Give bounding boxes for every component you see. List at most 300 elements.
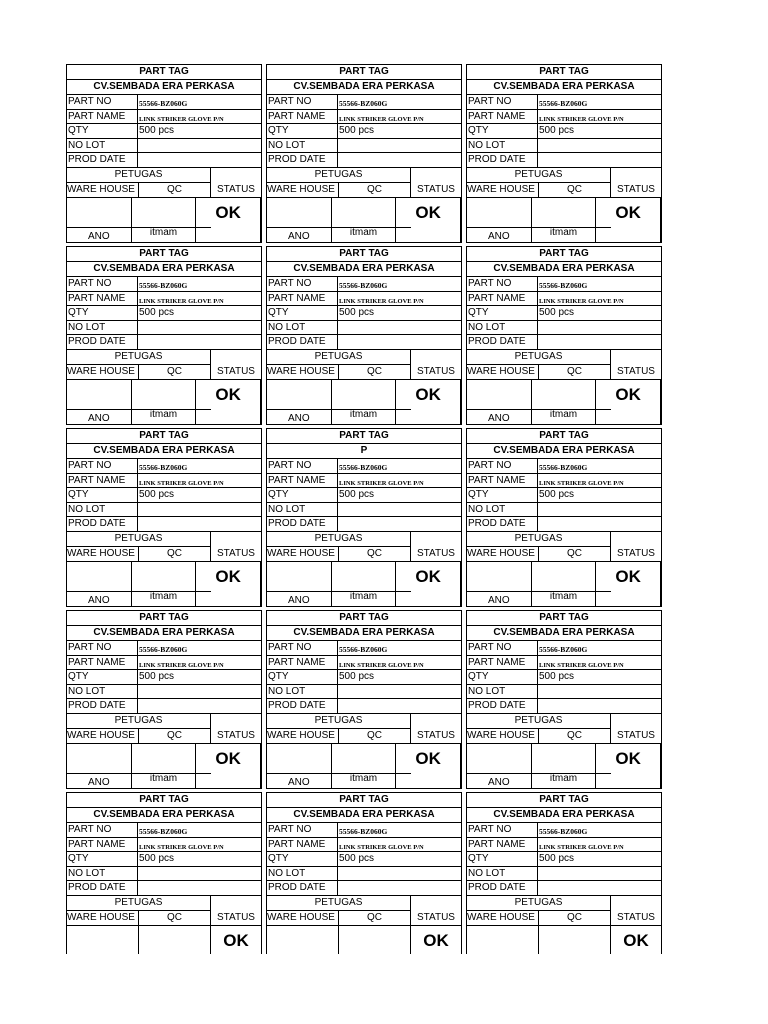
qty-row <box>67 488 261 503</box>
part-name-label: PART NAME <box>267 110 338 123</box>
part-no-value: 55566-BZ060G <box>139 281 188 290</box>
company-name: P <box>360 445 368 456</box>
part-no-value: 55566-BZ060G <box>539 645 588 654</box>
company-row <box>67 626 261 641</box>
part-name-value: LINK STRIKER GLOVE P/N <box>339 662 424 669</box>
status-ok: OK <box>223 931 249 950</box>
part-name-value: LINK STRIKER GLOVE P/N <box>139 116 224 123</box>
company-row <box>67 808 261 823</box>
qty-label: QTY <box>467 306 538 320</box>
part-name-row <box>267 838 461 852</box>
qc-staff-name: itmam <box>149 773 178 784</box>
status-label: STATUS <box>617 184 655 195</box>
qc-staff-name: itmam <box>349 227 378 238</box>
qc-label: QC <box>139 911 211 925</box>
tag-title-row <box>267 247 461 262</box>
company-name: CV.SEMBADA ERA PERKASA <box>493 81 635 92</box>
warehouse-sign-cell <box>67 198 132 242</box>
qty-row <box>467 124 661 139</box>
qty-value: 500 pcs <box>339 853 375 864</box>
prod-date-label: PROD DATE <box>67 153 138 167</box>
staff-header-row <box>67 182 261 198</box>
petugas-row <box>267 350 461 364</box>
qty-row <box>67 124 261 139</box>
staff-header-row <box>67 910 261 926</box>
part-no-row <box>67 459 261 474</box>
part-name-value: LINK STRIKER GLOVE P/N <box>539 116 624 123</box>
prod-date-label: PROD DATE <box>267 699 338 713</box>
tag-title-row <box>267 65 461 80</box>
warehouse-sign-cell <box>67 926 139 954</box>
warehouse-label: WARE HOUSE <box>467 365 539 379</box>
tag-title-row <box>67 611 261 626</box>
no-lot-value <box>138 321 261 334</box>
qc-sign-cell <box>132 198 197 242</box>
company-name: CV.SEMBADA ERA PERKASA <box>293 263 435 274</box>
qc-sign-cell <box>339 926 411 954</box>
part-tag-card <box>266 610 462 789</box>
staff-header-row <box>267 546 461 562</box>
part-name-row <box>67 292 261 306</box>
part-no-label: PART NO <box>267 277 338 291</box>
qty-label: QTY <box>67 852 138 866</box>
signature-row <box>267 380 461 424</box>
part-tag-card <box>466 610 662 789</box>
warehouse-label: WARE HOUSE <box>267 183 339 197</box>
tag-title: PART TAG <box>139 430 189 441</box>
prod-date-label: PROD DATE <box>267 517 338 531</box>
status-cell <box>596 198 661 242</box>
status-cell <box>596 380 661 424</box>
prod-date-row <box>67 881 261 896</box>
company-name: CV.SEMBADA ERA PERKASA <box>93 627 235 638</box>
company-name: CV.SEMBADA ERA PERKASA <box>493 445 635 456</box>
part-name-row <box>467 292 661 306</box>
status-label: STATUS <box>617 912 655 923</box>
signature-row <box>67 198 261 242</box>
warehouse-staff-name: ANO <box>88 231 110 242</box>
part-no-value: 55566-BZ060G <box>539 281 588 290</box>
part-name-label: PART NAME <box>467 838 538 851</box>
tag-title: PART TAG <box>339 66 389 77</box>
qty-row <box>467 306 661 321</box>
warehouse-label: WARE HOUSE <box>467 547 539 561</box>
status-label: STATUS <box>417 912 455 923</box>
warehouse-sign-cell <box>67 380 132 424</box>
petugas-label: PETUGAS <box>467 350 611 364</box>
tag-title-row <box>267 429 461 444</box>
status-label: STATUS <box>417 548 455 559</box>
staff-header-row <box>67 364 261 380</box>
status-cell <box>396 380 461 424</box>
staff-header-row <box>467 182 661 198</box>
part-no-value: 55566-BZ060G <box>539 827 588 836</box>
warehouse-sign-cell <box>467 744 532 788</box>
qc-staff-name: itmam <box>149 409 178 420</box>
prod-date-label: PROD DATE <box>267 881 338 895</box>
status-cell <box>196 380 261 424</box>
part-name-row <box>467 838 661 852</box>
staff-header-row <box>67 728 261 744</box>
status-ok: OK <box>415 203 441 222</box>
petugas-label: PETUGAS <box>67 532 211 546</box>
part-no-label: PART NO <box>467 641 538 655</box>
part-name-row <box>467 656 661 670</box>
petugas-label: PETUGAS <box>467 714 611 728</box>
qc-sign-cell <box>332 198 397 242</box>
status-cell <box>196 562 261 606</box>
no-lot-label: NO LOT <box>467 321 538 334</box>
no-lot-label: NO LOT <box>67 867 138 880</box>
part-no-label: PART NO <box>467 459 538 473</box>
part-no-label: PART NO <box>467 95 538 109</box>
staff-header-row <box>467 364 661 380</box>
part-tag-card <box>66 64 262 243</box>
part-name-row <box>67 110 261 124</box>
warehouse-sign-cell <box>467 380 532 424</box>
no-lot-row <box>467 503 661 517</box>
company-name: CV.SEMBADA ERA PERKASA <box>493 627 635 638</box>
company-row <box>467 808 661 823</box>
qc-sign-cell <box>132 380 197 424</box>
part-name-label: PART NAME <box>467 656 538 669</box>
prod-date-value <box>338 699 461 713</box>
petugas-label: PETUGAS <box>67 350 211 364</box>
qty-label: QTY <box>467 670 538 684</box>
company-row <box>267 626 461 641</box>
qty-row <box>267 670 461 685</box>
warehouse-staff-name: ANO <box>488 231 510 242</box>
prod-date-label: PROD DATE <box>467 699 538 713</box>
no-lot-label: NO LOT <box>467 503 538 516</box>
part-no-row <box>267 277 461 292</box>
part-name-label: PART NAME <box>267 656 338 669</box>
signature-row <box>67 380 261 424</box>
status-cell <box>611 926 661 954</box>
qty-value: 500 pcs <box>339 125 375 136</box>
staff-header-row <box>267 728 461 744</box>
company-name: CV.SEMBADA ERA PERKASA <box>293 81 435 92</box>
warehouse-sign-cell <box>467 926 539 954</box>
staff-header-row <box>267 182 461 198</box>
qc-staff-name: itmam <box>549 227 578 238</box>
tag-title-row <box>67 65 261 80</box>
tag-title: PART TAG <box>139 66 189 77</box>
qty-label: QTY <box>67 306 138 320</box>
part-no-value: 55566-BZ060G <box>339 281 388 290</box>
petugas-label: PETUGAS <box>267 532 411 546</box>
qc-label: QC <box>339 365 411 379</box>
qc-label: QC <box>539 547 611 561</box>
warehouse-label: WARE HOUSE <box>67 911 139 925</box>
qty-value: 500 pcs <box>339 307 375 318</box>
qty-value: 500 pcs <box>539 489 575 500</box>
qc-sign-cell <box>132 744 197 788</box>
part-name-value: LINK STRIKER GLOVE P/N <box>539 480 624 487</box>
part-no-value: 55566-BZ060G <box>139 463 188 472</box>
warehouse-label: WARE HOUSE <box>467 183 539 197</box>
company-row <box>267 262 461 277</box>
qty-value: 500 pcs <box>539 853 575 864</box>
petugas-row <box>67 896 261 910</box>
qty-label: QTY <box>67 124 138 138</box>
signature-row <box>67 926 261 954</box>
company-row <box>467 80 661 95</box>
no-lot-row <box>267 321 461 335</box>
status-ok: OK <box>215 385 241 404</box>
signature-row <box>467 926 661 954</box>
warehouse-label: WARE HOUSE <box>67 183 139 197</box>
signature-row <box>67 744 261 788</box>
tag-title-row <box>67 247 261 262</box>
part-no-value: 55566-BZ060G <box>139 645 188 654</box>
tag-title: PART TAG <box>339 794 389 805</box>
qty-label: QTY <box>467 852 538 866</box>
part-name-value: LINK STRIKER GLOVE P/N <box>539 844 624 851</box>
status-ok: OK <box>215 749 241 768</box>
no-lot-value <box>538 321 661 334</box>
part-no-row <box>467 823 661 838</box>
part-tag-card <box>466 64 662 243</box>
prod-date-value <box>138 153 261 167</box>
company-name: CV.SEMBADA ERA PERKASA <box>93 263 235 274</box>
part-tag-card <box>466 428 662 607</box>
prod-date-label: PROD DATE <box>267 335 338 349</box>
qc-label: QC <box>539 729 611 743</box>
qty-label: QTY <box>267 670 338 684</box>
petugas-row <box>267 532 461 546</box>
tag-title-row <box>467 611 661 626</box>
part-tag-card <box>66 428 262 607</box>
qty-row <box>267 488 461 503</box>
part-no-label: PART NO <box>67 277 138 291</box>
staff-header-row <box>67 546 261 562</box>
tag-title-row <box>467 65 661 80</box>
part-no-label: PART NO <box>267 823 338 837</box>
tag-title-row <box>67 793 261 808</box>
qc-sign-cell <box>532 744 597 788</box>
petugas-row <box>267 714 461 728</box>
qc-staff-name: itmam <box>349 591 378 602</box>
status-label: STATUS <box>617 730 655 741</box>
tag-title: PART TAG <box>139 612 189 623</box>
status-ok: OK <box>423 931 449 950</box>
part-name-label: PART NAME <box>267 292 338 305</box>
part-tag-card <box>266 64 462 243</box>
no-lot-value <box>338 321 461 334</box>
status-cell <box>596 562 661 606</box>
warehouse-label: WARE HOUSE <box>67 365 139 379</box>
qty-row <box>67 670 261 685</box>
qty-label: QTY <box>267 488 338 502</box>
part-no-label: PART NO <box>467 277 538 291</box>
no-lot-value <box>338 139 461 152</box>
part-name-row <box>67 656 261 670</box>
no-lot-value <box>138 685 261 698</box>
tag-title: PART TAG <box>339 430 389 441</box>
prod-date-row <box>467 153 661 168</box>
qty-row <box>267 124 461 139</box>
petugas-row <box>467 168 661 182</box>
warehouse-staff-name: ANO <box>88 595 110 606</box>
qty-value: 500 pcs <box>539 307 575 318</box>
warehouse-label: WARE HOUSE <box>267 911 339 925</box>
part-name-label: PART NAME <box>267 838 338 851</box>
warehouse-staff-name: ANO <box>88 777 110 788</box>
qty-row <box>267 306 461 321</box>
status-label: STATUS <box>417 366 455 377</box>
part-tag-card <box>66 246 262 425</box>
no-lot-row <box>67 321 261 335</box>
no-lot-row <box>467 139 661 153</box>
part-no-row <box>67 277 261 292</box>
status-cell <box>396 562 461 606</box>
prod-date-row <box>67 699 261 714</box>
prod-date-value <box>538 881 661 895</box>
qc-sign-cell <box>332 562 397 606</box>
staff-header-row <box>267 364 461 380</box>
warehouse-sign-cell <box>267 198 332 242</box>
prod-date-label: PROD DATE <box>67 335 138 349</box>
part-no-row <box>67 641 261 656</box>
no-lot-row <box>67 139 261 153</box>
warehouse-sign-cell <box>267 744 332 788</box>
qc-label: QC <box>139 729 211 743</box>
part-name-row <box>67 474 261 488</box>
no-lot-row <box>267 139 461 153</box>
signature-row <box>467 562 661 606</box>
prod-date-value <box>538 699 661 713</box>
company-row <box>67 262 261 277</box>
signature-row <box>67 562 261 606</box>
petugas-label: PETUGAS <box>267 168 411 182</box>
status-cell <box>596 744 661 788</box>
part-name-label: PART NAME <box>467 292 538 305</box>
tag-title: PART TAG <box>339 248 389 259</box>
prod-date-row <box>267 699 461 714</box>
warehouse-sign-cell <box>67 744 132 788</box>
tag-title-row <box>267 611 461 626</box>
part-no-row <box>267 823 461 838</box>
no-lot-value <box>338 685 461 698</box>
part-name-label: PART NAME <box>67 474 138 487</box>
prod-date-row <box>267 881 461 896</box>
qty-row <box>467 488 661 503</box>
tag-title-row <box>267 793 461 808</box>
no-lot-value <box>138 139 261 152</box>
petugas-label: PETUGAS <box>67 896 211 910</box>
no-lot-row <box>467 685 661 699</box>
petugas-row <box>67 714 261 728</box>
petugas-label: PETUGAS <box>467 896 611 910</box>
status-label: STATUS <box>617 366 655 377</box>
part-name-row <box>267 110 461 124</box>
no-lot-label: NO LOT <box>267 139 338 152</box>
qc-sign-cell <box>332 380 397 424</box>
tag-title-row <box>467 429 661 444</box>
petugas-label: PETUGAS <box>267 350 411 364</box>
qty-label: QTY <box>67 488 138 502</box>
no-lot-row <box>267 867 461 881</box>
qty-row <box>467 670 661 685</box>
warehouse-sign-cell <box>267 562 332 606</box>
petugas-label: PETUGAS <box>467 532 611 546</box>
part-no-label: PART NO <box>67 641 138 655</box>
part-no-label: PART NO <box>67 459 138 473</box>
part-name-label: PART NAME <box>67 110 138 123</box>
company-row <box>267 80 461 95</box>
part-no-value: 55566-BZ060G <box>139 827 188 836</box>
prod-date-row <box>67 335 261 350</box>
company-row <box>67 80 261 95</box>
petugas-label: PETUGAS <box>267 714 411 728</box>
qty-value: 500 pcs <box>539 125 575 136</box>
qty-label: QTY <box>67 670 138 684</box>
signature-row <box>467 744 661 788</box>
petugas-row <box>267 896 461 910</box>
status-label: STATUS <box>217 730 255 741</box>
signature-row <box>267 926 461 954</box>
warehouse-sign-cell <box>267 926 339 954</box>
prod-date-label: PROD DATE <box>67 881 138 895</box>
part-no-value: 55566-BZ060G <box>539 463 588 472</box>
qc-staff-name: itmam <box>349 773 378 784</box>
part-tag-card <box>266 792 462 954</box>
qc-staff-name: itmam <box>149 227 178 238</box>
part-no-row <box>467 95 661 110</box>
status-label: STATUS <box>217 912 255 923</box>
part-tag-card <box>266 246 462 425</box>
petugas-label: PETUGAS <box>467 168 611 182</box>
prod-date-label: PROD DATE <box>467 335 538 349</box>
prod-date-value <box>138 335 261 349</box>
part-name-value: LINK STRIKER GLOVE P/N <box>139 844 224 851</box>
no-lot-value <box>338 867 461 880</box>
company-row <box>467 444 661 459</box>
part-name-label: PART NAME <box>67 292 138 305</box>
prod-date-label: PROD DATE <box>67 699 138 713</box>
no-lot-label: NO LOT <box>267 321 338 334</box>
part-name-label: PART NAME <box>467 110 538 123</box>
part-name-label: PART NAME <box>467 474 538 487</box>
prod-date-label: PROD DATE <box>467 881 538 895</box>
petugas-row <box>467 350 661 364</box>
petugas-label: PETUGAS <box>67 168 211 182</box>
warehouse-staff-name: ANO <box>288 777 310 788</box>
petugas-row <box>467 714 661 728</box>
no-lot-row <box>267 685 461 699</box>
company-row <box>267 444 461 459</box>
part-no-row <box>467 277 661 292</box>
prod-date-row <box>67 517 261 532</box>
qc-label: QC <box>339 729 411 743</box>
warehouse-sign-cell <box>67 562 132 606</box>
company-name: CV.SEMBADA ERA PERKASA <box>93 445 235 456</box>
company-row <box>267 808 461 823</box>
no-lot-label: NO LOT <box>267 503 338 516</box>
qc-staff-name: itmam <box>349 409 378 420</box>
petugas-row <box>67 350 261 364</box>
prod-date-row <box>467 699 661 714</box>
warehouse-label: WARE HOUSE <box>67 547 139 561</box>
warehouse-label: WARE HOUSE <box>267 729 339 743</box>
part-name-value: LINK STRIKER GLOVE P/N <box>339 116 424 123</box>
qc-sign-cell <box>532 198 597 242</box>
prod-date-value <box>138 881 261 895</box>
prod-date-value <box>538 335 661 349</box>
prod-date-row <box>267 517 461 532</box>
part-name-value: LINK STRIKER GLOVE P/N <box>539 298 624 305</box>
